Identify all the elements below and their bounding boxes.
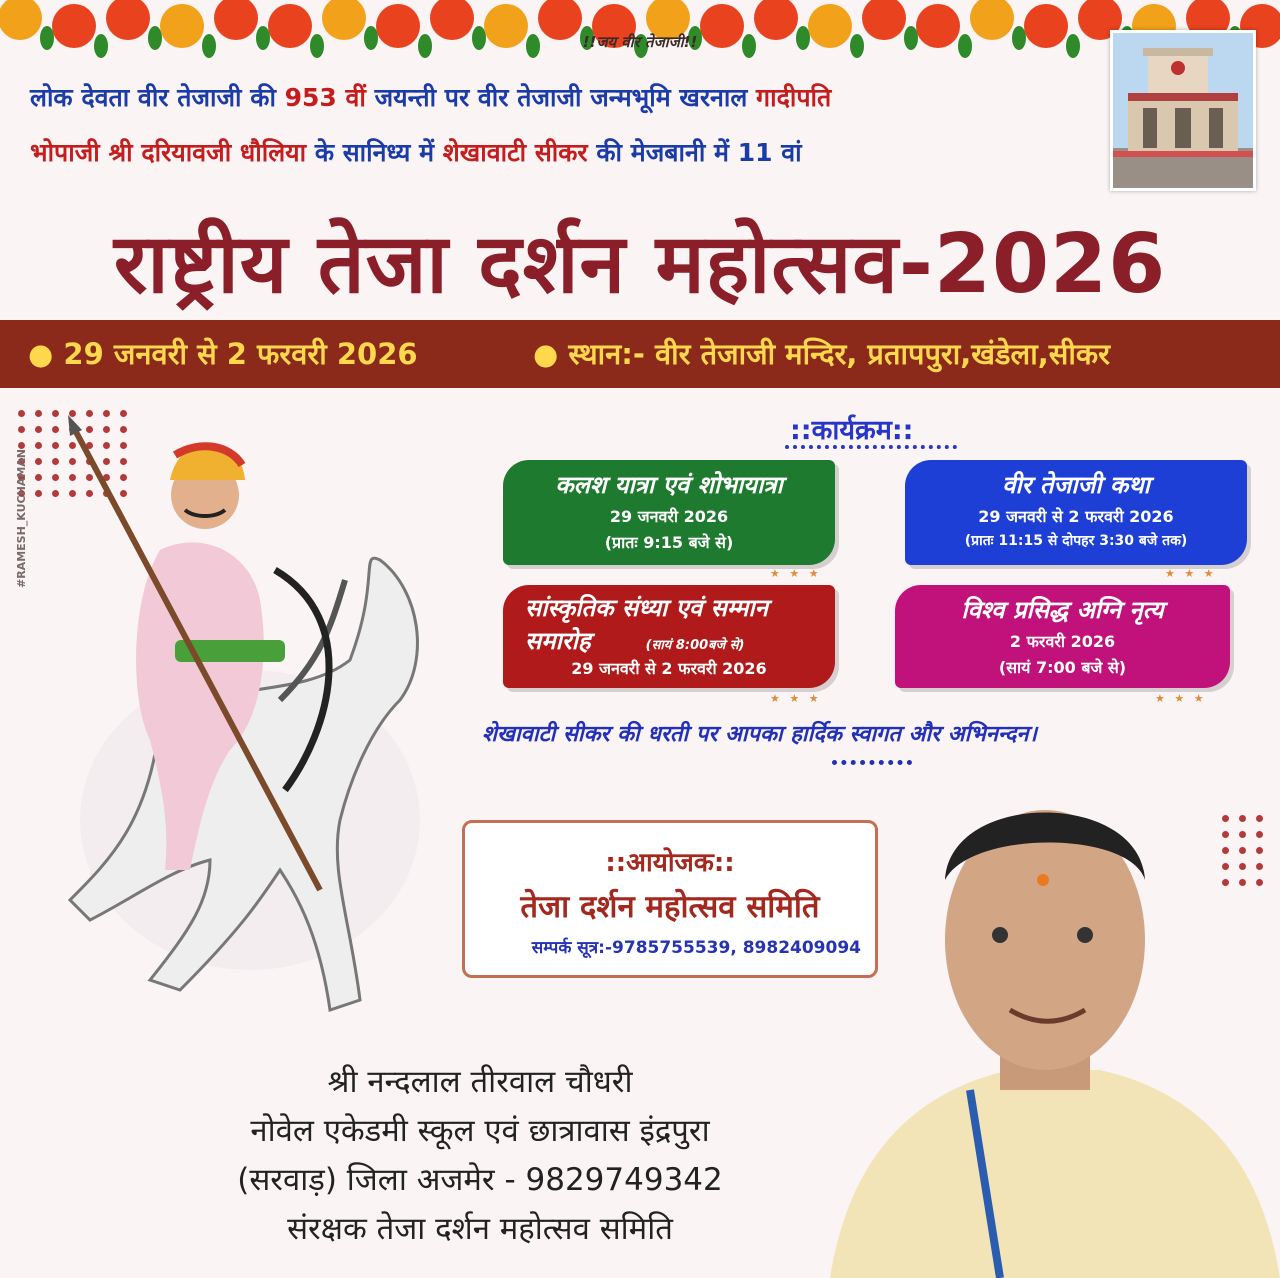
welcome-message: शेखावाटी सीकर की धरती पर आपका हार्दिक स्वागत और अभिनन्दन। [482, 722, 1037, 747]
leaf [310, 34, 324, 58]
header-line-2-part-b: के सानिध्य में [306, 138, 443, 167]
decoration-dot [18, 442, 25, 449]
organizer-label: ::आयोजक:: [605, 848, 735, 878]
stars-decoration: ★ ★ ★ [1165, 567, 1217, 580]
marigold-flower [0, 0, 42, 40]
program-card-date: 29 जनवरी से 2 फरवरी 2026 [571, 659, 767, 678]
program-card-title: सांस्कृतिक संध्या एवं सम्मान [525, 594, 768, 622]
leaf [202, 34, 216, 58]
leaf [742, 34, 756, 58]
marigold-flower [808, 4, 852, 48]
leaf [94, 34, 108, 58]
leaf [796, 26, 810, 50]
marigold-flower [106, 0, 150, 40]
stars-decoration: ★ ★ ★ [770, 692, 822, 705]
patron-school: नोवेल एकेडमी स्कूल एवं छात्रावास इंद्रपुरा [250, 1113, 710, 1149]
organizer-contact: सम्पर्क सूत्र:-9785755539, 8982409094 [531, 938, 861, 958]
marigold-flower [1024, 4, 1068, 48]
leaf [40, 26, 54, 50]
jai-veer-tejaji-text: !!जय वीर तेजाजी!! [582, 33, 698, 51]
marigold-flower [916, 4, 960, 48]
marigold-flower [754, 0, 798, 40]
photographer-watermark: #RAMESH_KUCHAMAN [15, 448, 28, 588]
program-card-title-2: समारोह [525, 627, 591, 655]
patron-details [130, 1058, 830, 1254]
marigold-flower [160, 4, 204, 48]
festival-venue: ● स्थान:- वीर तेजाजी मन्दिर, प्रतापपुरा,खंडेला,सीकर [533, 337, 1110, 371]
leaf [256, 26, 270, 50]
program-card-date: 29 जनवरी से 2 फरवरी 2026 [978, 507, 1174, 526]
festival-title: राष्ट्रीय तेजा दर्शन महोत्सव-2026 [113, 217, 1167, 312]
organizer-name: तेजा दर्शन महोत्सव समिति [520, 889, 820, 925]
festival-dates-text: 29 जनवरी से 2 फरवरी 2026 [63, 337, 418, 371]
leaf [418, 34, 432, 58]
leaf [1012, 26, 1026, 50]
patron-address-phone: (सरवाड़) जिला अजमेर - 9829749342 [237, 1162, 723, 1198]
program-card-time: (सायं 7:00 बजे से) [998, 658, 1127, 677]
temple-photo [1110, 30, 1256, 191]
header-line-1-part-a: लोक देवता वीर तेजाजी की [30, 83, 285, 112]
stars-decoration: ★ ★ ★ [770, 567, 822, 580]
header-line-2-part-c: शेखावाटी सीकर [442, 138, 588, 167]
program-card-time: (प्रातः 11:15 से दोपहर 3:30 बजे तक) [964, 533, 1188, 549]
header-line-2 [30, 135, 802, 169]
program-card-title: वीर तेजाजी कथा [1002, 471, 1150, 499]
marigold-flower [322, 0, 366, 40]
marigold-flower [268, 4, 312, 48]
header-line-1 [30, 80, 831, 114]
program-card-title-row-2 [503, 624, 835, 657]
organizer-box [462, 820, 878, 978]
program-card-time: (प्रातः 9:15 बजे से) [604, 533, 734, 552]
patron-name: श्री नन्दलाल तीरवाल चौधरी [327, 1064, 633, 1100]
header-line-1-part-d: गादीपति [756, 83, 832, 112]
leaf [904, 26, 918, 50]
decoration-dot [18, 426, 25, 433]
leaf [472, 26, 486, 50]
patron-designation: संरक्षक तेजा दर्शन महोत्सव समिति [287, 1211, 673, 1247]
festival-dates: ● 29 जनवरी से 2 फरवरी 2026 [28, 337, 418, 371]
marigold-flower [970, 0, 1014, 40]
marigold-flower [52, 4, 96, 48]
stars-decoration: ★ ★ ★ [1155, 692, 1207, 705]
program-card-date: 2 फरवरी 2026 [1009, 632, 1116, 651]
marigold-flower [376, 4, 420, 48]
header-line-2-part-a: भोपाजी श्री दरियावजी धौलिया [30, 138, 307, 167]
header-line-2-part-d: की मेजबानी में 11 वां [587, 138, 802, 167]
program-card-kalash-yatra [503, 460, 835, 565]
leaf [148, 26, 162, 50]
anniversary-number: 953 वीं [284, 83, 366, 112]
welcome-underline [832, 760, 912, 765]
decoration-dot [18, 410, 25, 417]
festival-venue-text: स्थान:- वीर तेजाजी मन्दिर, प्रतापपुरा,खंडेला,सीकर [568, 337, 1110, 371]
leaf [1066, 34, 1080, 58]
leaf [364, 26, 378, 50]
program-card-title: कलश यात्रा एवं शोभायात्रा [555, 471, 783, 499]
marigold-flower [430, 0, 474, 40]
marigold-flower [214, 0, 258, 40]
program-heading-underline [785, 445, 957, 449]
program-heading: ::कार्यक्रम:: [790, 415, 914, 446]
leaf [850, 34, 864, 58]
marigold-flower [484, 4, 528, 48]
leaf [526, 34, 540, 58]
patron-portrait-photo [830, 770, 1280, 1278]
program-card-sanskritik-sandhya [503, 585, 835, 688]
marigold-flower [862, 0, 906, 40]
program-card-title: विश्व प्रसिद्ध अग्नि नृत्य [961, 596, 1164, 624]
program-card-tejaji-katha [905, 460, 1247, 565]
program-card-agni-nritya [895, 585, 1230, 688]
header-line-1-part-c: जयन्ती पर वीर तेजाजी जन्मभूमि खरनाल [365, 83, 757, 112]
veer-tejaji-on-horse-illustration [30, 400, 450, 1040]
program-card-time: (सायं 8:00बजे से) [645, 638, 745, 653]
program-card-date: 29 जनवरी 2026 [609, 507, 729, 526]
leaf [958, 34, 972, 58]
